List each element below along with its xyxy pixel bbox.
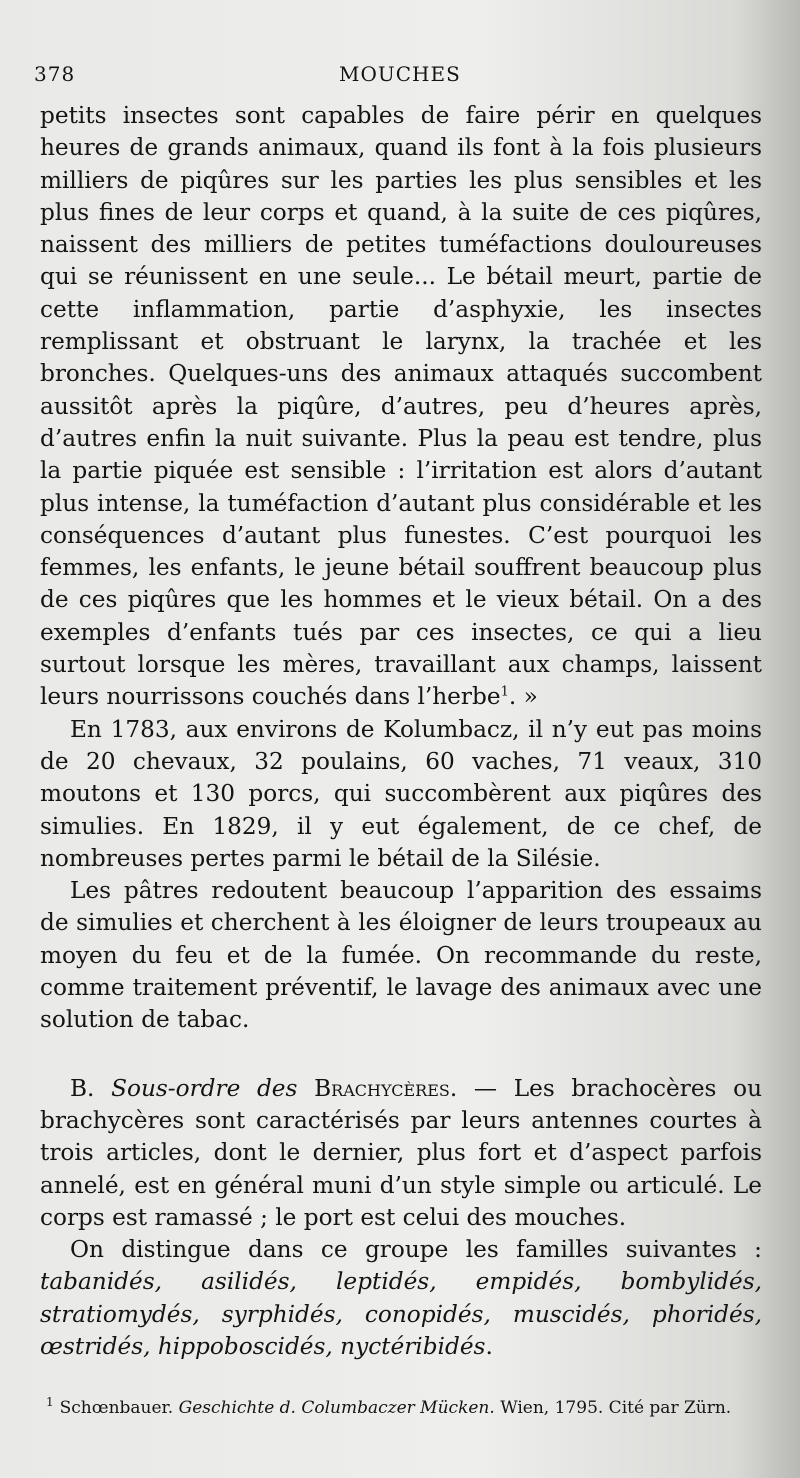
- page-header: [34, 62, 760, 92]
- section-title-smallcaps: Brachycères: [314, 1074, 450, 1102]
- running-head: MOUCHES: [339, 62, 461, 86]
- footnote-rest: Wien, 1795. Cité par Zürn.: [500, 1398, 732, 1418]
- families-end: .: [485, 1332, 493, 1360]
- paragraph-patres: Les pâtres redoutent beaucoup l’apparition des essaims de simulies et cherchent à les éloigner de leurs troupeaux au moyen du feu et de la fumée. On recommande du reste, comme traitement préventif, le lavage des animaux avec une solution de tabac.: [40, 877, 762, 1034]
- page-number: 378: [34, 62, 76, 86]
- body-text: [40, 100, 762, 1363]
- paragraph-continuation: [40, 100, 762, 714]
- footnote-mark: 1: [46, 1395, 54, 1410]
- section-letter: B.: [70, 1074, 95, 1102]
- families-intro: On distingue dans ce groupe les familles suivantes :: [70, 1236, 762, 1264]
- paragraph-kolumbacz: En 1783, aux environs de Kolumbacz, il n’y eut pas moins de 20 chevaux, 32 poulains, 60 vaches, 71 veaux, 310 moutons et 130 porcs, qui succombèrent aux piqûres des simulies. En 1829, il y eut également, de ce chef, de nombreuses pertes parmi le bétail de la Silésie.: [40, 715, 762, 872]
- footnote: [46, 1396, 766, 1420]
- footnote-author: Schœnbauer.: [59, 1398, 174, 1418]
- section-title-italic: Sous-ordre des: [111, 1074, 298, 1102]
- families-list: tabanidés, asilidés, leptidés, empidés, bombylidés, stratiomydés, syrphidés, conopidés, muscidés, phoridés, œstridés, hippoboscidés, nyctéribidés: [40, 1268, 762, 1360]
- section-brachyceres: [40, 1073, 762, 1234]
- footnote-reference: 1: [500, 684, 509, 700]
- paragraph-families: [40, 1234, 762, 1363]
- footnote-title: Geschichte d. Columbaczer Mücken.: [178, 1398, 495, 1418]
- section-text: . — Les brachocères ou brachycères sont caractérisés par leurs antennes courtes à trois articles, dont le dernier, plus fort et d’aspect parfois annelé, est en général muni d’un style simple ou articulé. Le corps est ramassé ; le port est celui des mouches.: [40, 1074, 763, 1231]
- paragraph-text: petits insectes sont capables de faire périr en quelques heures de grands animaux, quand ils font à la fois plusieurs milliers de piqûres sur les parties les plus sensibles et les plus fines de leur corps et quand, à la suite de ces piqûres, naissent des milliers de petites tuméfactions douloureuses qui se réunissent en une seule... Le bétail meurt, partie de cette inflammation, partie d’asphyxie, les insectes remplissant et obstruant le larynx, la trachée et les bronches. Quelques-uns des animaux attaqués succombent aussitôt après la piqûre, d’autres, peu d’heures après, d’autres enfin la nuit suivante. Plus la peau est tendre, plus la partie piquée est sensible : l’irritation est alors d’autant plus intense, la tuméfaction d’autant plus considérable et les conséquences d’autant plus funestes. C’est pourquoi les femmes, les enfants, le jeune bétail souffrent beaucoup plus de ces piqûres que les hommes et le vieux bétail. On a des exemples d’enfants tués par ces insectes, ce qui a lieu surtout lorsque les mères, travaillant aux champs, laissent leurs nourrissons couchés dans l’herbe: [40, 102, 762, 711]
- quote-close: . »: [508, 683, 538, 711]
